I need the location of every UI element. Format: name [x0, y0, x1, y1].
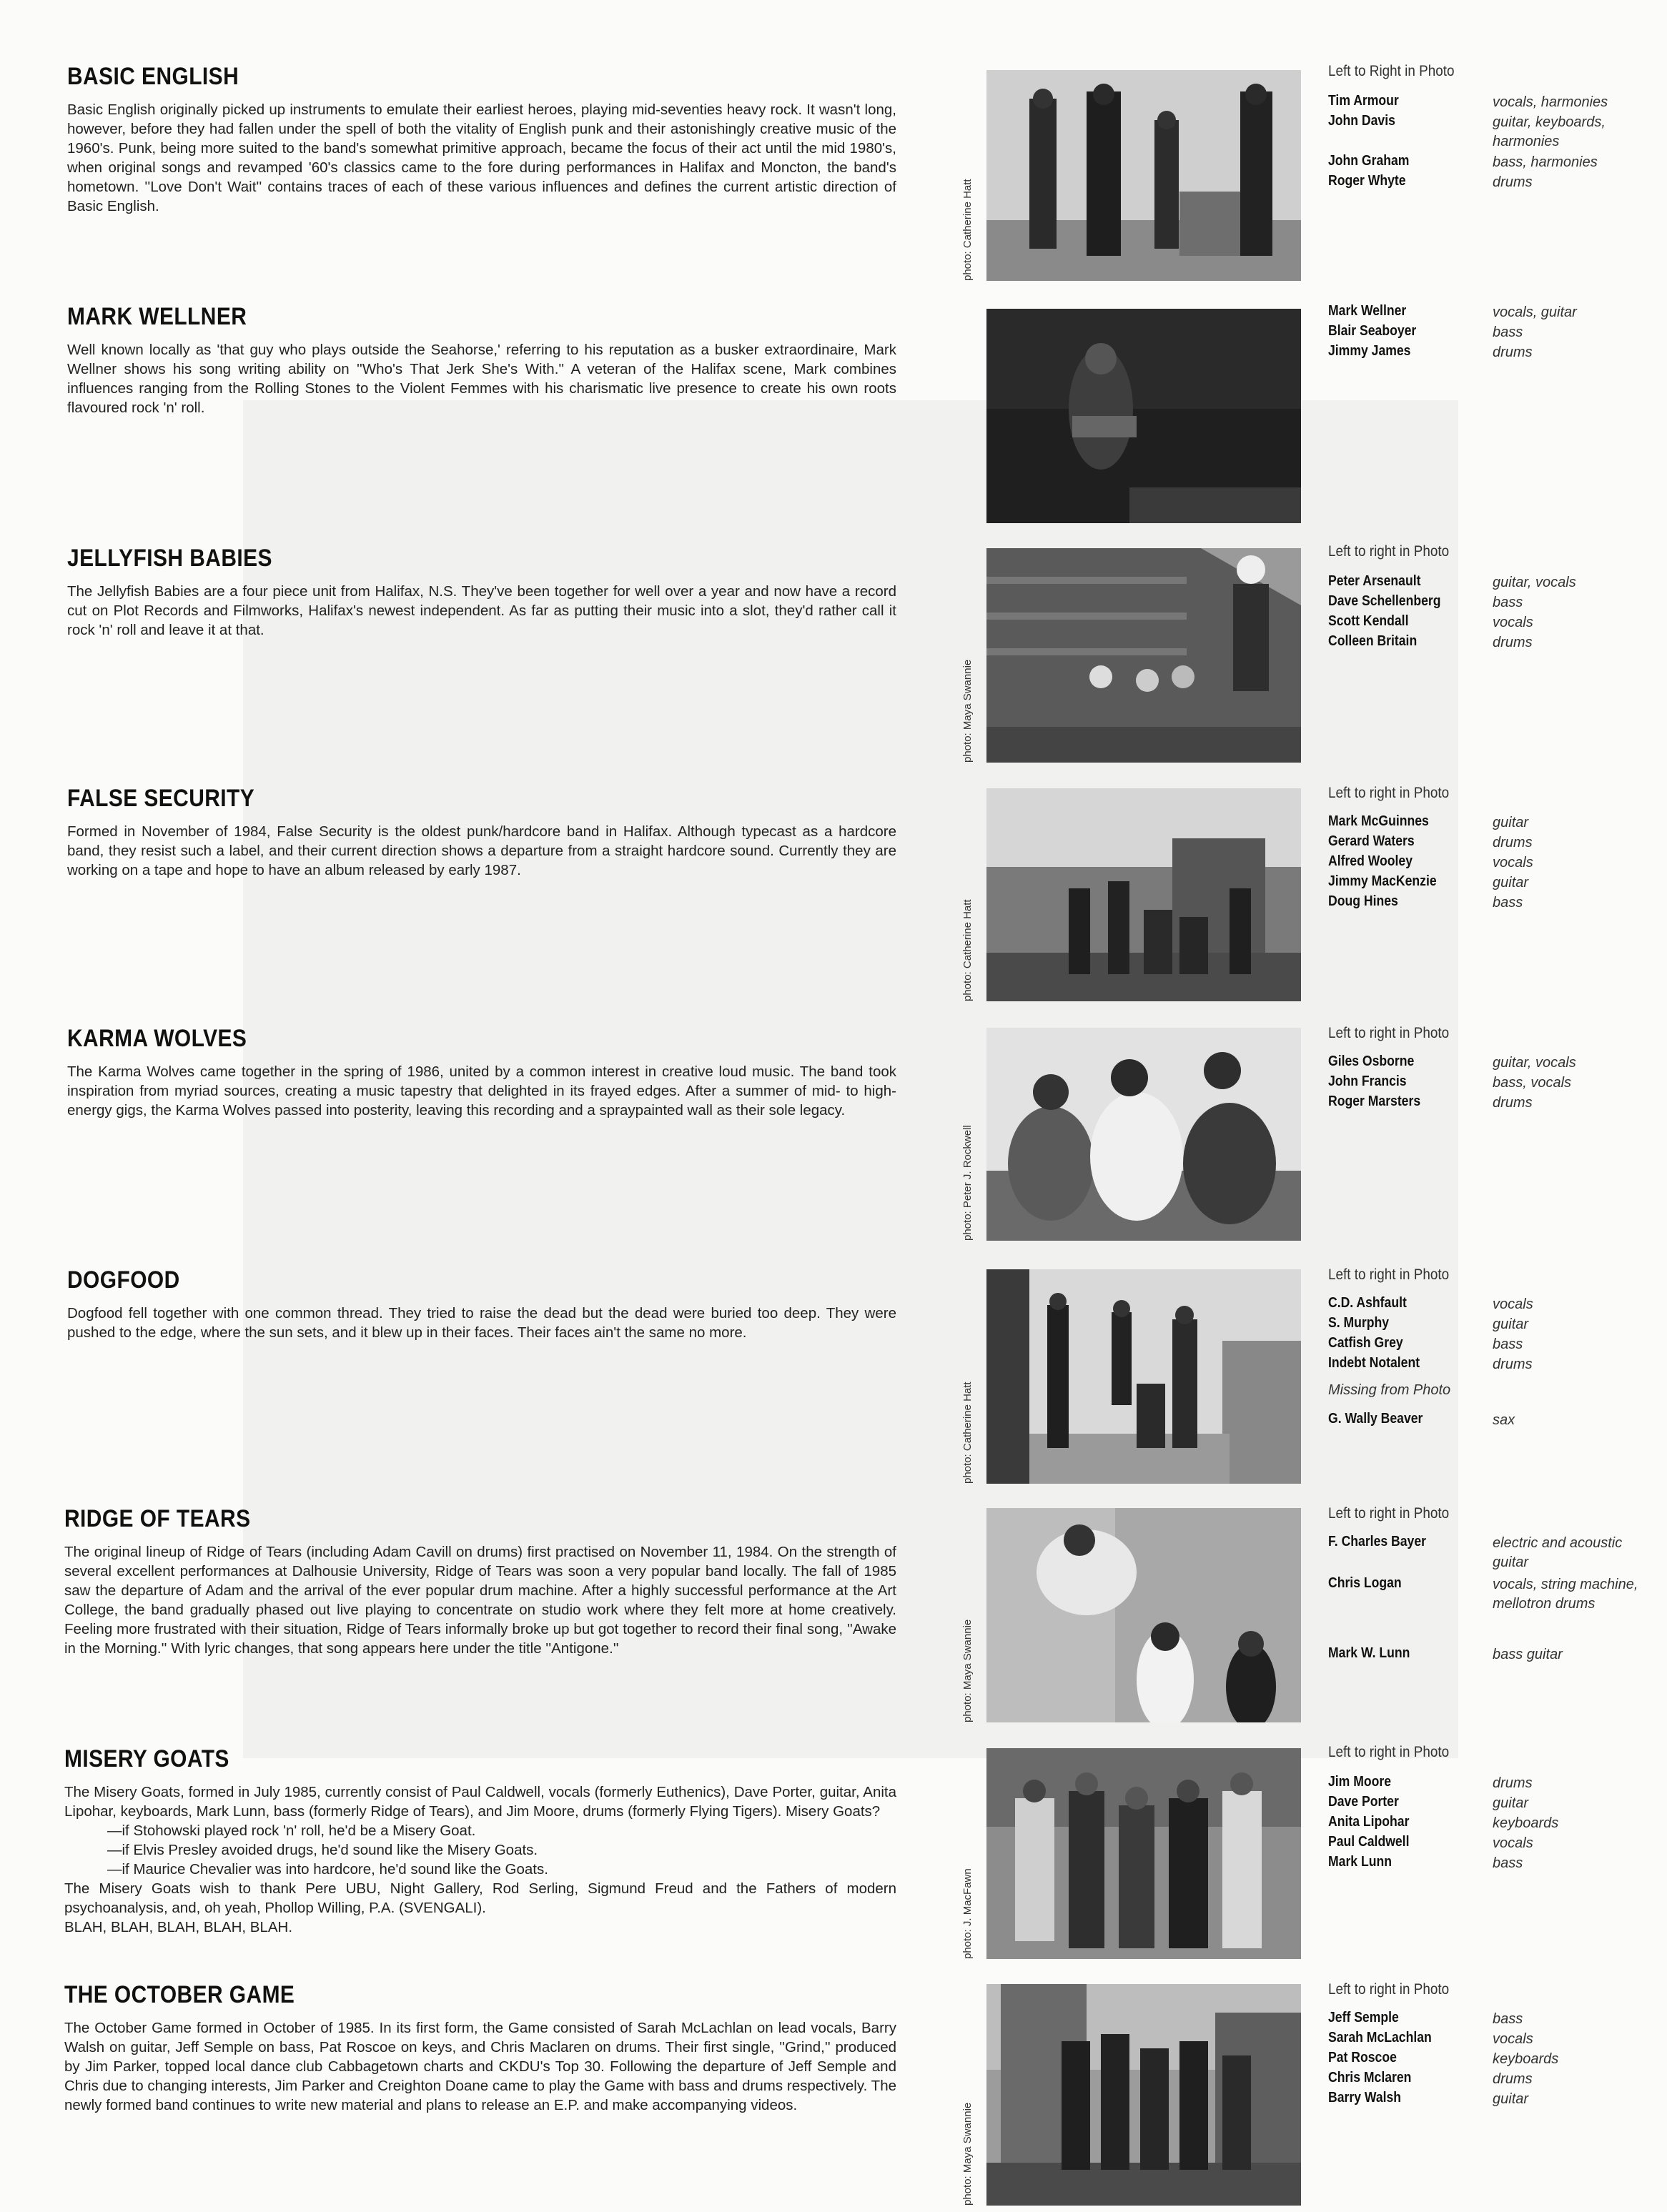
- lineup-member: Giles Osborne guitar, vocals: [1328, 1053, 1576, 1071]
- lineup-member: Chris Logan vocals, string machine, mellotron drums: [1328, 1575, 1638, 1612]
- lineup-member: F. Charles Bayer electric and acoustic guitar: [1328, 1534, 1623, 1570]
- band-description: The Karma Wolves came together in the spring of 1986, united by a common interest in creative loud music. The band took inspiration from myriad sources, creating a music tapestry that delighted in its frayed edges. After a summer of mid- to high-energy gigs, the Karma Wolves passed into posterity, leaving this recording and a spraypainted wall as their sole legacy.: [67, 1063, 896, 1119]
- band-description: Formed in November of 1984, False Security is the oldest punk/hardcore band in Halifax. Although typecast as a hardcore band, they resist such a label, and their current direction shows a departure from a straight hardcore sound. Currently they are working on a tape and hope to have an album released by early 1987.: [67, 823, 896, 878]
- lineup-member: Mark Lunn bass: [1328, 1854, 1523, 1871]
- band-photo: [986, 1748, 1301, 1959]
- lineup-member: John Davis guitar, keyboards, harmonies: [1328, 113, 1606, 149]
- lineup-member: Barry Walsh guitar: [1328, 2090, 1529, 2107]
- lineup-member: Catfish Grey bass: [1328, 1335, 1523, 1352]
- band-description: The Jellyfish Babies are a four piece unit from Halifax, N.S. They've been together for well over a year and now have a record cut on Plot Records and Filmworks, Halifax's newest independent. As far as putting their music into a slot, they'd rather call it rock 'n' roll and leave it at that.: [67, 583, 896, 638]
- lineup-member: Dave Schellenberg bass: [1328, 593, 1523, 610]
- lineup-member: Chris Mclaren drums: [1328, 2070, 1533, 2087]
- band-photo: [986, 788, 1301, 1001]
- band-title: RIDGE OF TEARS: [64, 1505, 251, 1532]
- band-photo: [986, 70, 1301, 281]
- lineup-member: Jimmy MacKenzie guitar: [1328, 873, 1529, 891]
- lineup-member: Peter Arsenault guitar, vocals: [1328, 573, 1576, 590]
- lineup-member: Mark W. Lunn bass guitar: [1328, 1645, 1563, 1662]
- band-photo: [986, 1508, 1301, 1722]
- photo-credit: photo: Catherine Hatt: [961, 899, 974, 1001]
- photo-credit: photo: Maya Swannie: [961, 659, 974, 763]
- lineup-member: Jim Moore drums: [1328, 1774, 1533, 1791]
- lineup-list: [1328, 813, 1657, 913]
- band-title: MARK WELLNER: [67, 303, 247, 330]
- lineup-heading: Left to right in Photo: [1328, 543, 1450, 560]
- lineup-member: Gerard Waters drums: [1328, 833, 1533, 850]
- lineup-member: G. Wally Beaver sax: [1328, 1411, 1515, 1428]
- lineup-member: Pat Roscoe keyboards: [1328, 2050, 1559, 2067]
- lineup-member: Colleen Britain drums: [1328, 633, 1533, 650]
- lineup-heading: Left to Right in Photo: [1328, 63, 1455, 79]
- lineup-member: Roger Whyte drums: [1328, 173, 1533, 190]
- lineup-list: [1328, 573, 1657, 653]
- photo-credit: photo: Peter J. Rockwell: [961, 1125, 974, 1241]
- lineup-list: [1328, 1053, 1657, 1114]
- photo-credit: photo: J. MacFawn: [961, 1868, 974, 1959]
- band-description: The original lineup of Ridge of Tears (including Adam Cavill on drums) first practised on November 11, 1984. On the strength of several excellent performances at Dalhousie University, Ridge of Tears was soon a very popular band locally. The fall of 1985 saw the departure of Adam and the arrival of the ever popular drum machine. After a highly successful performance at the Art College, the band gradually phased out live playing to concentrate on studio work where they felt more at home creatively. Feeling more frustrated with their situation, Ridge of Tears informally broke up but got together to record their final song, ''Awake in the Morning.'' With lyric changes, that song appears here under the title ''Antigone.'': [64, 1544, 896, 1657]
- band-photo: [986, 1269, 1301, 1484]
- lineup-list: [1328, 1295, 1657, 1431]
- lineup-heading: Left to right in Photo: [1328, 1266, 1450, 1283]
- lineup-heading: Left to right in Photo: [1328, 1981, 1450, 1998]
- lineup-member: Anita Lipohar keyboards: [1328, 1814, 1559, 1831]
- lineup-member: Mark McGuinnes guitar: [1328, 813, 1529, 830]
- lineup-member: Sarah McLachlan vocals: [1328, 2030, 1533, 2047]
- band-description: Basic English originally picked up instruments to emulate their earliest heroes, playing mid-seventies heavy rock. It wasn't long, however, before they had fallen under the spell of both the vitality of English punk and their astonishingly creative music of the 1960's. Punk, being more suited to the band's somewhat primitive approach, became the focus of their act until the mid 1980's, when original songs and revamped '60's classics came to the fore during performances in Halifax and Moncton, the band's hometown. ''Love Don't Wait'' contains traces of each of these various influences and defines the current artistic direction of Basic English.: [67, 101, 896, 214]
- lineup-member: Tim Armour vocals, harmonies: [1328, 93, 1608, 110]
- band-description: Dogfood fell together with one common thread. They tried to raise the dead but the dead were buried too deep. They were pushed to the edge, where the sun sets, and it blew up in their faces. Their faces ain't the same no more.: [67, 1305, 896, 1341]
- lineup-heading: Left to right in Photo: [1328, 1744, 1450, 1760]
- band-description: The Misery Goats, formed in July 1985, currently consist of Paul Caldwell, vocals (formerly Euthenics), Dave Porter, guitar, Anita Lipohar, keyboards, Mark Lunn, bass (formerly Ridge of Tears), and Jim Moore, drums (formerly Flying Tigers). Misery Goats? —if Stohowski played rock 'n' roll, he'd be a Misery Goat. —if Elvis Presley avoided drugs, he'd sound like the Misery Goats. —if Maurice Chevalier was into hardcore, he'd sound like the Goats. The Misery Goats wish to thank Pere UBU, Night Gallery, Rod Serling, Sigmund Freud and the Fathers of modern psychoanalysis, and, oh yeah, Phollop Willing, P.A. (SVENGALI). BLAH, BLAH, BLAH, BLAH, BLAH.: [64, 1784, 896, 1935]
- band-title: JELLYFISH BABIES: [67, 545, 272, 572]
- lineup-member: Jimmy James drums: [1328, 343, 1533, 360]
- band-title: FALSE SECURITY: [67, 785, 255, 812]
- band-photo: [986, 548, 1301, 763]
- lineup-member: Paul Caldwell vocals: [1328, 1834, 1533, 1851]
- lineup-member: Dave Porter guitar: [1328, 1794, 1529, 1811]
- lineup-member: Indebt Notalent drums: [1328, 1355, 1533, 1372]
- band-title: THE OCTOBER GAME: [64, 1981, 295, 2008]
- lineup-list: [1328, 1774, 1657, 1874]
- lineup-heading: Left to right in Photo: [1328, 1025, 1450, 1041]
- band-photo: [986, 309, 1301, 523]
- band-title: KARMA WOLVES: [67, 1025, 247, 1052]
- lineup-heading: Left to right in Photo: [1328, 785, 1450, 801]
- photo-credit: photo: Maya Swannie: [961, 1619, 974, 1722]
- band-photo: [986, 1984, 1301, 2206]
- lineup-list: [1328, 2010, 1657, 2110]
- lineup-member: Roger Marsters drums: [1328, 1093, 1533, 1111]
- lineup-list: [1328, 1534, 1657, 1665]
- lineup-member: Scott Kendall vocals: [1328, 613, 1533, 630]
- lineup-member: S. Murphy guitar: [1328, 1315, 1529, 1332]
- lineup-member: Blair Seaboyer bass: [1328, 323, 1523, 340]
- photo-credit: photo: Catherine Hatt: [961, 1382, 974, 1484]
- band-photo: [986, 1028, 1301, 1241]
- lineup-member: C.D. Ashfault vocals: [1328, 1295, 1533, 1312]
- lineup-member: John Graham bass, harmonies: [1328, 153, 1598, 170]
- band-title: DOGFOOD: [67, 1266, 180, 1294]
- lineup-member: Mark Wellner vocals, guitar: [1328, 303, 1577, 320]
- lineup-member: John Francis bass, vocals: [1328, 1073, 1572, 1091]
- lineup-list: [1328, 303, 1657, 363]
- photo-credit: photo: Catherine Hatt: [961, 179, 974, 281]
- photo-credit: photo: Maya Swannie: [961, 2102, 974, 2206]
- lineup-member: Jeff Semple bass: [1328, 2010, 1523, 2027]
- band-description: The October Game formed in October of 1985. In its first form, the Game consisted of Sarah McLachlan on lead vocals, Barry Walsh on guitar, Jeff Semple on bass, Pat Roscoe on keys, and Chris Maclaren on drums. Their first single, ''Grind,'' produced by Jim Parker, topped local dance club Cabbagetown charts and CKDU's Top 30. Following the departure of Jeff Semple and Chris due to changing interests, Jim Parker and Creighton Doane came to play the Game with bass and drums respectively. The newly formed band continues to write new material and plans to release an E.P. and make accompanying videos.: [64, 2020, 896, 2113]
- lineup-list: [1328, 93, 1657, 193]
- lineup-member: Doug Hines bass: [1328, 893, 1523, 911]
- band-description: Well known locally as 'that guy who plays outside the Seahorse,' referring to his reputation as a busker extraordinaire, Mark Wellner shows his song writing ability on ''Who's That Jerk She's With.'' A veteran of the Halifax scene, Mark combines influences ranging from the Rolling Stones to the Violent Femmes with his charismatic live presence to create his own roots flavoured rock 'n' roll.: [67, 342, 896, 416]
- lineup-member: Alfred Wooley vocals: [1328, 853, 1533, 871]
- missing-from-photo-label: Missing from Photo: [1328, 1382, 1451, 1398]
- band-title: MISERY GOATS: [64, 1745, 229, 1772]
- band-title: BASIC ENGLISH: [67, 63, 239, 90]
- lineup-heading: Left to right in Photo: [1328, 1505, 1450, 1522]
